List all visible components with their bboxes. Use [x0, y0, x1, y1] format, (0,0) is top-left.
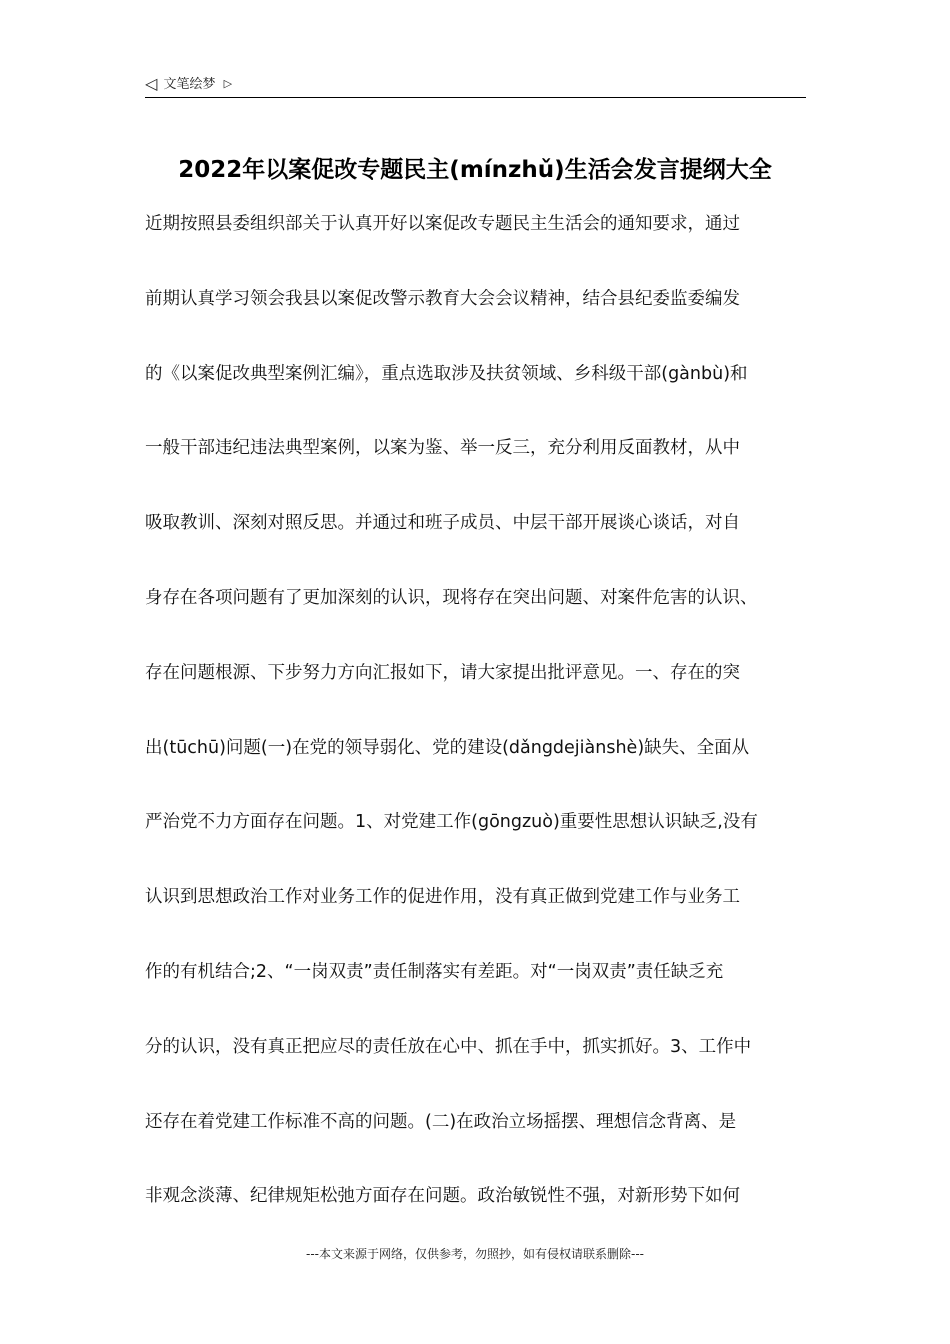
- body-line: 身存在各项问题有了更加深刻的认识，现将存在突出问题、对案件危害的认识、: [145, 587, 758, 608]
- page-header: [145, 74, 805, 98]
- triangle-right-icon: ▷: [223, 77, 233, 90]
- body-line: 作的有机结合;2、“一岗双责”责任制落实有差距。对“一岗双责”责任缺乏充: [145, 961, 724, 982]
- document-title: 2022年以案促改专题民主(mínzhǔ)生活会发言提纲大全: [178, 157, 772, 183]
- body-line: 非观念淡薄、纪律规矩松弛方面存在问题。政治敏锐性不强，对新形势下如何: [145, 1186, 740, 1207]
- body-line: 出(tūchū)问题(一)在党的领导弱化、党的建设(dǎngdejiànshè)缺失、全面从: [145, 737, 750, 758]
- document-body: [145, 206, 810, 1253]
- body-line: 认识到思想政治工作对业务工作的促进作用，没有真正做到党建工作与业务工: [145, 887, 740, 908]
- triangle-left-icon: ◁: [145, 74, 158, 93]
- body-line: 近期按照县委组织部关于认真开好以案促改专题民主生活会的通知要求，通过: [145, 214, 740, 234]
- body-line: 还存在着党建工作标准不高的问题。(二)在政治立场摇摆、理想信念背离、是: [145, 1111, 737, 1132]
- body-line: 一般干部违纪违法典型案例，以案为鉴、举一反三，充分利用反面教材，从中: [145, 438, 740, 459]
- body-line: 吸取教训、深刻对照反思。并通过和班子成员、中层干部开展谈心谈话，对自: [145, 513, 740, 534]
- body-line: 分的认识，没有真正把应尽的责任放在心中、抓在手中，抓实抓好。3、工作中: [145, 1036, 752, 1057]
- body-line: 严治党不力方面存在问题。1、对党建工作(gōngzuò)重要性思想认识缺乏,没有: [145, 812, 758, 833]
- header-divider: [145, 97, 806, 98]
- header-brand: 文笔绘梦: [163, 77, 216, 92]
- copyright-notice: ---本文来源于网络，仅供参考，勿照抄，如有侵权请联系删除---: [306, 1247, 644, 1261]
- body-line: 前期认真学习领会我县以案促改警示教育大会会议精神，结合县纪委监委编发: [145, 288, 740, 309]
- body-line: 存在问题根源、下步努力方向汇报如下，请大家提出批评意见。一、存在的突: [145, 662, 740, 683]
- body-line: 的《以案促改典型案例汇编》，重点选取涉及扶贫领域、乡科级干部(gànbù)和: [145, 363, 748, 384]
